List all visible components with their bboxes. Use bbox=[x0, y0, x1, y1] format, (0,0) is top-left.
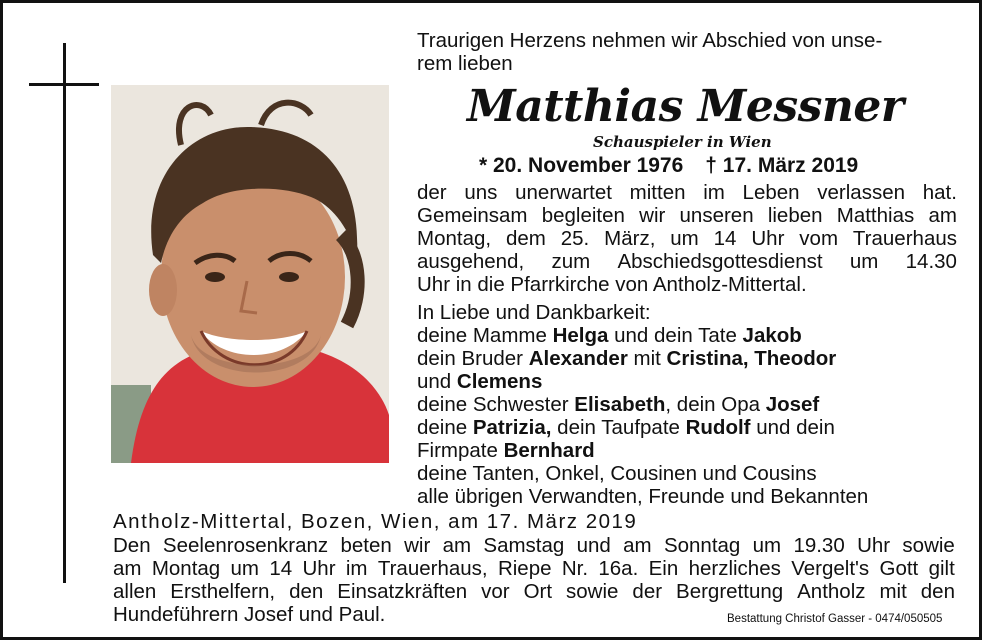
word: am bbox=[623, 534, 652, 557]
word: Samstag bbox=[483, 534, 565, 557]
word: Uhr bbox=[302, 557, 336, 580]
word: Ort bbox=[523, 580, 553, 603]
word: Montag, bbox=[417, 227, 492, 250]
mourner-line: deine Tanten, Onkel, Cousinen und Cousins bbox=[417, 462, 817, 485]
funeral-announcement bbox=[417, 181, 957, 296]
word: und bbox=[576, 534, 611, 557]
word: Ersthelfern, bbox=[170, 580, 276, 603]
word: beten bbox=[340, 534, 392, 557]
word: Sonntag bbox=[663, 534, 741, 557]
word: sowie bbox=[566, 580, 619, 603]
word: herzliches bbox=[688, 557, 781, 580]
word: den bbox=[920, 580, 955, 603]
cross-icon bbox=[63, 43, 66, 583]
mourners-intro: In Liebe und Dankbarkeit: bbox=[417, 301, 651, 324]
portrait-photo bbox=[111, 85, 389, 463]
intro-text bbox=[417, 29, 882, 75]
mourner-line: alle übrigen Verwandten, Freunde und Bekannten bbox=[417, 485, 869, 508]
word: Abschiedsgottesdienst bbox=[617, 250, 823, 273]
word: Riepe bbox=[497, 557, 552, 580]
word: wir bbox=[404, 534, 431, 557]
word: Trauerhaus bbox=[852, 227, 957, 250]
mourner-line: deine Schwester Elisabeth, dein Opa Josef bbox=[417, 393, 820, 416]
word: vor bbox=[481, 580, 510, 603]
word: Antholz bbox=[797, 580, 866, 603]
word: um bbox=[752, 534, 782, 557]
word: Uhr bbox=[751, 227, 785, 250]
word: Den bbox=[113, 534, 151, 557]
word: hat. bbox=[922, 181, 957, 204]
death-date: † 17. März 2019 bbox=[705, 154, 859, 177]
word: dem bbox=[505, 227, 546, 250]
word: uns bbox=[464, 181, 498, 204]
word: um bbox=[230, 557, 260, 580]
word: wir bbox=[639, 204, 666, 227]
intro-line: Traurigen Herzens nehmen wir Abschied von unse- bbox=[417, 29, 883, 52]
body-line bbox=[417, 204, 957, 227]
word: mit bbox=[879, 580, 907, 603]
word: allen bbox=[113, 580, 157, 603]
word: Gott bbox=[879, 557, 919, 580]
word: 14 bbox=[269, 557, 293, 580]
place-and-date: Antholz-Mittertal, Bozen, Wien, am 17. März 2019 bbox=[113, 510, 638, 533]
word: 19.30 bbox=[793, 534, 845, 557]
deceased-profession: Schauspieler in Wien bbox=[593, 133, 772, 151]
word: 14.30 bbox=[905, 250, 957, 273]
word: Leben bbox=[742, 181, 800, 204]
word: unseren bbox=[679, 204, 754, 227]
word: im bbox=[345, 557, 368, 580]
notice-line bbox=[113, 557, 955, 580]
word: Gemeinsam bbox=[417, 204, 528, 227]
word: am bbox=[442, 534, 472, 557]
mourner-line: dein Bruder Alexander mit Cristina, Theodor bbox=[417, 347, 837, 370]
word: vom bbox=[799, 227, 839, 250]
word: der bbox=[632, 580, 663, 603]
word: gilt bbox=[928, 557, 955, 580]
word: Seelenrosenkranz bbox=[162, 534, 329, 557]
word: um bbox=[849, 250, 879, 273]
funeral-home-credit: Bestattung Christof Gasser - 0474/050505 bbox=[727, 613, 943, 625]
life-dates bbox=[479, 153, 858, 179]
word: um bbox=[670, 227, 699, 250]
word: 14 bbox=[713, 227, 737, 250]
mourner-line: deine Patrizia, dein Taufpate Rudolf und dein bbox=[417, 416, 835, 439]
birth-date: * 20. November 1976 bbox=[479, 154, 684, 177]
word: Vergelt's bbox=[791, 557, 870, 580]
mourner-line: deine Mamme Helga und dein Tate Jakob bbox=[417, 324, 802, 347]
body-line bbox=[417, 227, 957, 250]
word: Bergrettung bbox=[676, 580, 784, 603]
mourner-line: und Clemens bbox=[417, 370, 543, 393]
deceased-name: Matthias Messner bbox=[467, 81, 904, 132]
notice-line bbox=[113, 580, 955, 603]
word: Trauerhaus, bbox=[377, 557, 488, 580]
word: verlassen bbox=[817, 181, 906, 204]
word: im bbox=[703, 181, 725, 204]
word: Montag bbox=[151, 557, 221, 580]
word: den bbox=[289, 580, 324, 603]
word: 16a. bbox=[598, 557, 639, 580]
word: unerwartet bbox=[515, 181, 612, 204]
notice-line bbox=[113, 534, 955, 557]
body-line: Uhr in die Pfarrkirche von Antholz-Mittertal. bbox=[417, 273, 807, 296]
word: zum bbox=[551, 250, 591, 273]
word: begleiten bbox=[541, 204, 625, 227]
word: am bbox=[928, 204, 957, 227]
word: Nr. bbox=[561, 557, 589, 580]
body-line bbox=[417, 181, 957, 204]
mourner-line: Firmpate Bernhard bbox=[417, 439, 595, 462]
intro-line: rem lieben bbox=[417, 52, 513, 75]
word: Ein bbox=[648, 557, 679, 580]
word: am bbox=[113, 557, 142, 580]
notice-line: Hundeführern Josef und Paul. bbox=[113, 603, 386, 626]
mourners-list bbox=[417, 301, 868, 508]
word: Einsatzkräften bbox=[337, 580, 468, 603]
word: lieben bbox=[767, 204, 823, 227]
word: mitten bbox=[629, 181, 686, 204]
word: ausgehend, bbox=[417, 250, 525, 273]
word: Uhr bbox=[857, 534, 891, 557]
word: der bbox=[417, 181, 447, 204]
word: sowie bbox=[902, 534, 955, 557]
word: 25. bbox=[560, 227, 590, 250]
word: März, bbox=[604, 227, 656, 250]
body-line bbox=[417, 250, 957, 273]
word: Matthias bbox=[836, 204, 915, 227]
cross-icon-bar bbox=[29, 83, 99, 86]
